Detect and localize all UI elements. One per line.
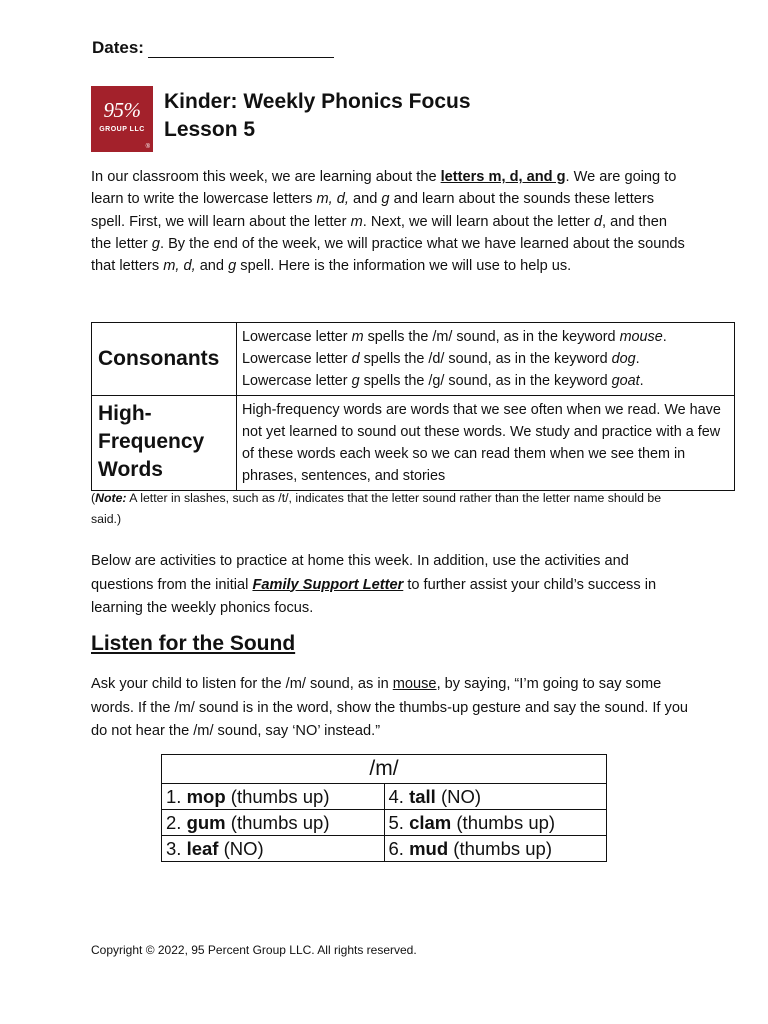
consonants-description <box>237 323 735 396</box>
activities-paragraph: Below are activities to practice at home this week. In addition, use the activities and questions from the initial Family Support Letter to further assist your child’s success in learning the weekly phonics focus. <box>91 553 657 616</box>
family-support-letter-link[interactable]: Family Support Letter <box>252 576 404 593</box>
word-cell: 3. leaf (NO) <box>162 836 385 862</box>
title-line-2: Lesson 5 <box>164 118 256 141</box>
high-frequency-row <box>92 396 735 491</box>
note-text: (Note: A letter in slashes, such as /t/, indicates that the letter sound rather than the letter name should be said.) <box>91 491 662 526</box>
word-cell: 4. tall (NO) <box>384 784 607 810</box>
copyright-footer: Copyright © 2022, 95 Percent Group LLC. All rights reserved. <box>91 943 417 957</box>
word-table-header: /m/ <box>162 755 607 784</box>
word-cell: 1. mop (thumbs up) <box>162 784 385 810</box>
focus-letters: letters m, d, and g <box>440 169 566 185</box>
phonics-info-table <box>91 322 735 491</box>
consonants-label: Consonants <box>92 323 237 396</box>
logo-registered: ® <box>145 144 150 150</box>
high-frequency-description: High-frequency words are words that we see often when we read. We have not yet learned to sound out these words. We study and practice with a few of these words each week so we can read them when we see them in phrases, sentences, and stories <box>237 396 735 491</box>
consonant-line-g: Lowercase letter g spells the /g/ sound, as in the keyword goat. <box>242 373 644 389</box>
listen-instructions: Ask your child to listen for the /m/ sound, as in mouse, by saying, “I’m going to say some words. If the /m/ sound is in the word, show the thumbs-up gesture and say the sound. If you do not hear the /m/ sound, say ‘NO’ instead.” <box>91 676 689 739</box>
dates-field <box>92 38 334 58</box>
word-cell: 5. clam (thumbs up) <box>384 810 607 836</box>
section-heading: Listen for the Sound <box>91 632 296 655</box>
logo-subtitle: GROUP LLC <box>99 126 145 133</box>
consonant-line-m: Lowercase letter m spells the /m/ sound, as in the keyword mouse. <box>242 329 667 345</box>
consonants-row <box>92 323 735 396</box>
word-cell: 2. gum (thumbs up) <box>162 810 385 836</box>
table-row <box>162 810 607 836</box>
title-line-1: Kinder: Weekly Phonics Focus <box>164 90 471 113</box>
high-frequency-label: High- Frequency Words <box>92 396 237 491</box>
dates-label: Dates: <box>92 38 144 57</box>
word-cell: 6. mud (thumbs up) <box>384 836 607 862</box>
sound-word-table <box>161 754 607 862</box>
consonant-line-d: Lowercase letter d spells the /d/ sound, as in the keyword dog. <box>242 351 640 367</box>
table-row <box>162 836 607 862</box>
table-row <box>162 784 607 810</box>
page-title <box>164 88 471 144</box>
keyword-mouse: mouse <box>392 676 437 692</box>
intro-paragraph: In our classroom this week, we are learning about the letters m, d, and g. We are going to learn to write the lowercase letters m, d, and g and learn about the sounds these letters spell. First, we will learn about the letter m. Next, we will learn about the letter d, and then the letter g. By the end of the week, we will practice what we have learned about the sounds that letters m, d, and g spell. Here is the information we will use to help us. <box>91 169 685 275</box>
logo-mark: 95% <box>103 98 141 122</box>
dates-blank-line[interactable] <box>148 41 334 58</box>
company-logo <box>91 86 153 152</box>
